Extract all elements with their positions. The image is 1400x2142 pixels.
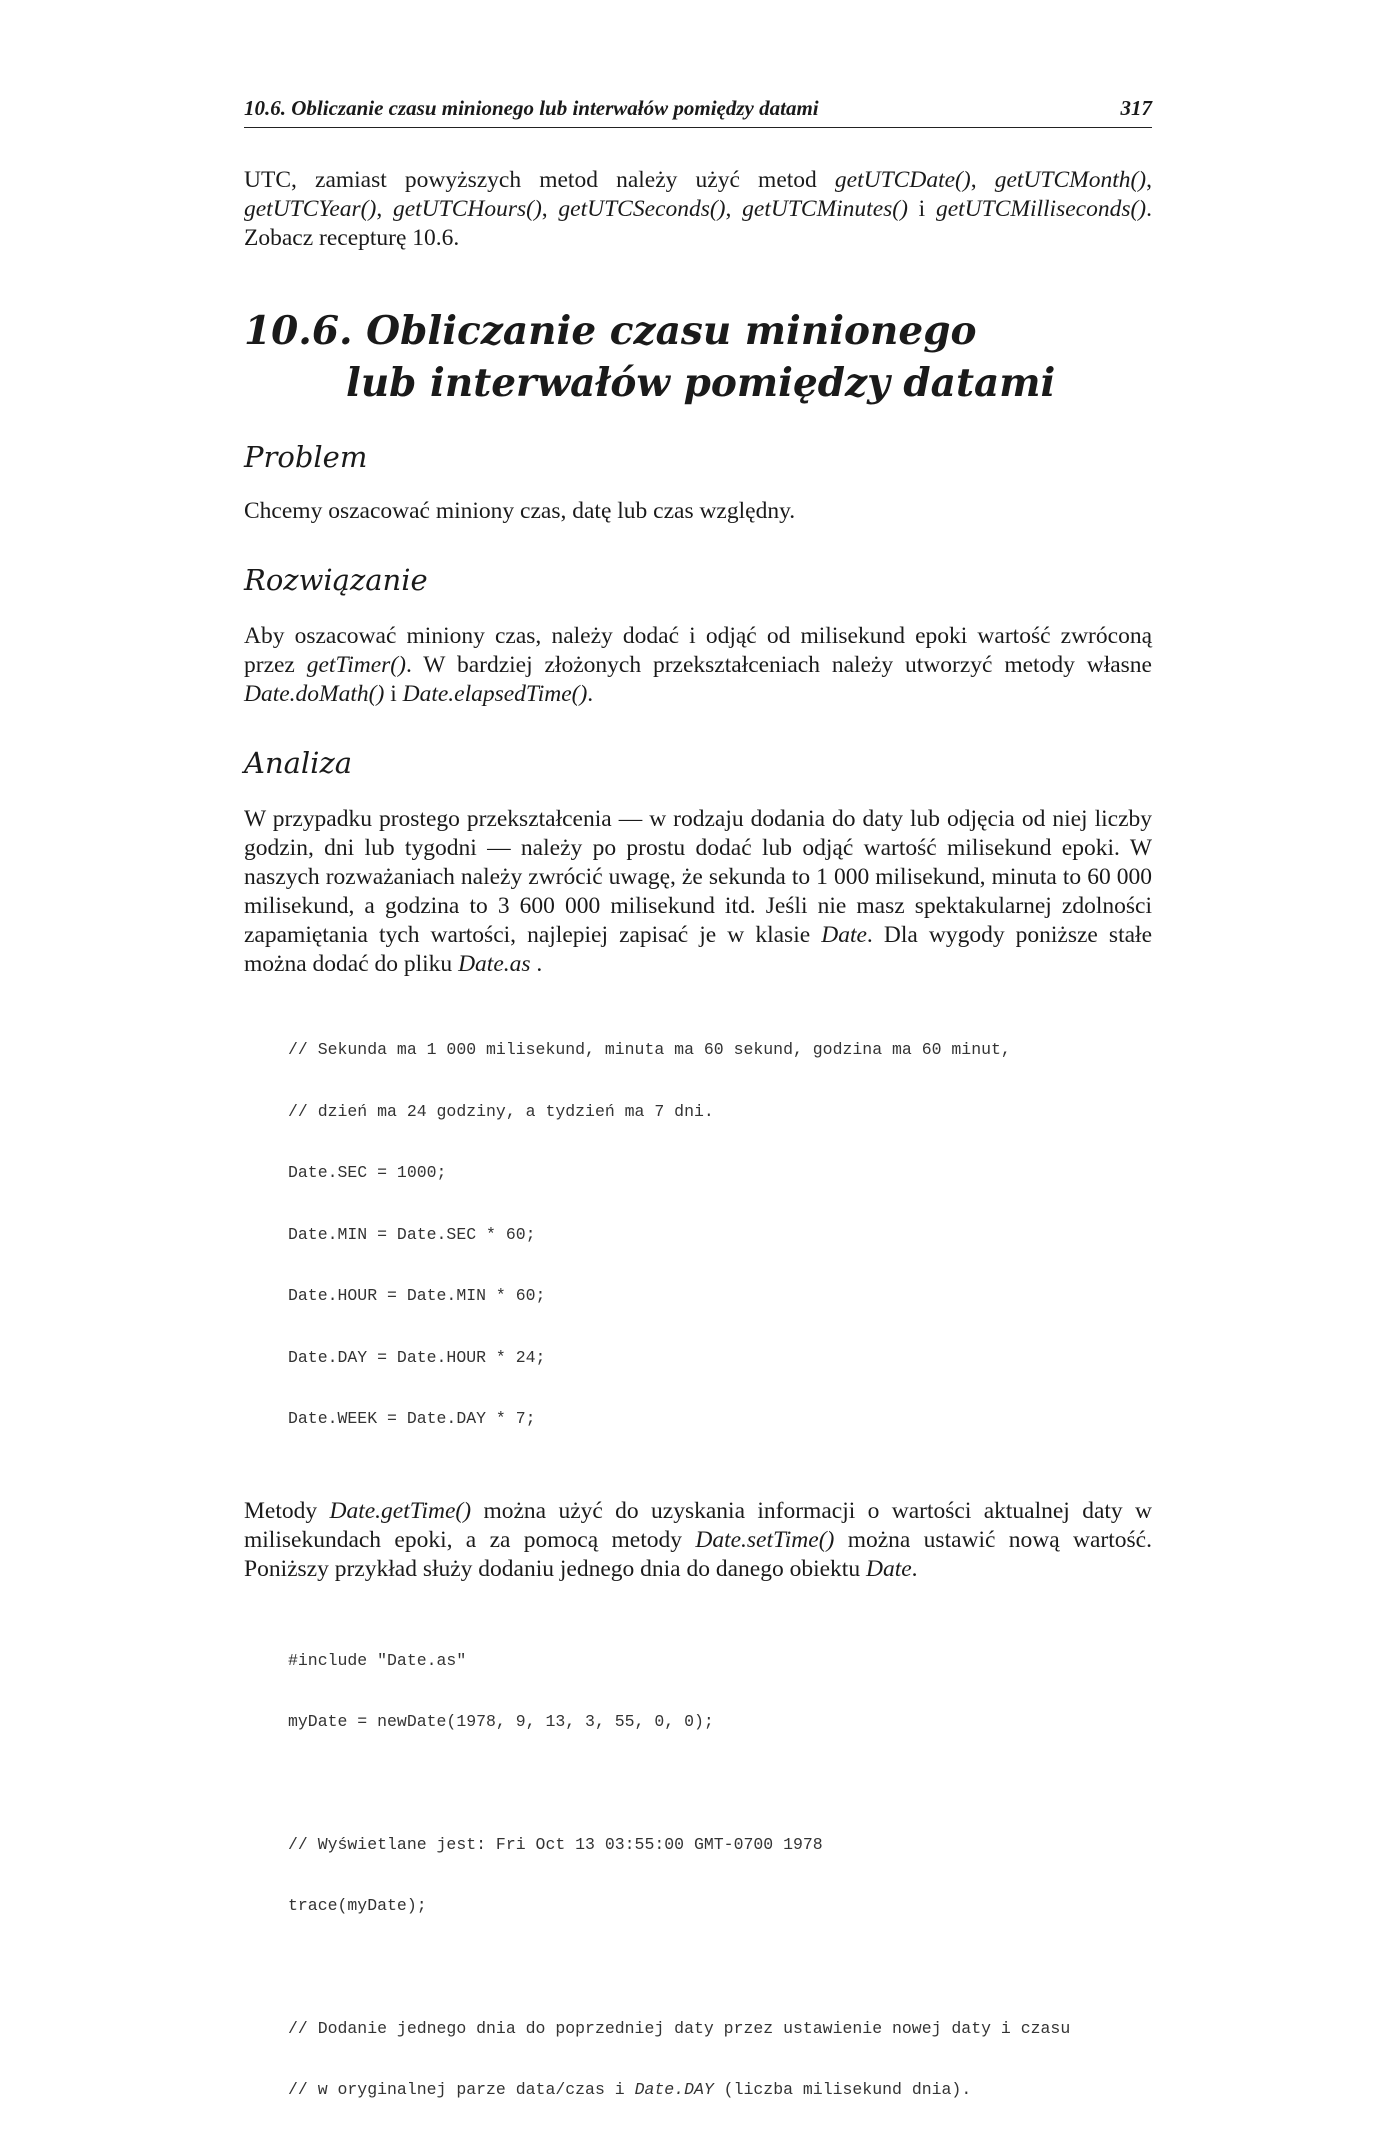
- method-name: getUTCMilliseconds(): [935, 196, 1147, 222]
- method-name: Date.getTime(): [329, 1497, 472, 1524]
- code-line: #include "Date.as": [288, 1650, 467, 1670]
- code-blank-line: [288, 1958, 1152, 1978]
- chapter-title: [244, 305, 1152, 409]
- class-name: Date: [821, 922, 867, 948]
- method-name: getUTCHours(): [392, 196, 542, 222]
- method-name: getUTCYear(): [244, 196, 377, 222]
- metody-paragraph: Metody Date.getTime() można użyć do uzyskania informacji o wartości aktualnej daty w milisekundach epoki, a za pomocą metody Date.setTime() można ustawić nową wartość. Poniższy przykład służy dodaniu jednego dnia do danego obiektu Date.: [244, 1497, 1152, 1582]
- chapter-title-line2: lub interwałów pomiędzy datami: [346, 360, 1056, 406]
- rozwiazanie-paragraph: Aby oszacować miniony czas, należy dodać i odjąć od milisekund epoki wartość zwróconą przez getTimer(). W bardziej złożonych przekształceniach należy utworzyć metody własne Date.doMath() i Date.elapsedTime().: [244, 623, 1152, 707]
- code-line: // Sekunda ma 1 000 milisekund, minuta ma 60 sekund, godzina ma 60 minut,: [288, 1040, 1011, 1059]
- running-head: [244, 96, 1152, 128]
- code-line: Date.SEC = 1000;: [288, 1163, 447, 1182]
- chapter-title-line1: 10.6. Obliczanie czasu minionego: [244, 308, 977, 354]
- file-name: Date.as: [458, 951, 531, 977]
- method-name: getTimer(): [306, 652, 406, 678]
- section-heading-analiza: Analiza: [244, 746, 353, 780]
- code-listing-example: [244, 1610, 1152, 2142]
- code-line: Date.MIN = Date.SEC * 60;: [288, 1224, 536, 1244]
- analiza-paragraph: W przypadku prostego przekształcenia — w rodzaju dodania do daty lub odjęcia od niej liczby godzin, dni lub tygodni — należy po prostu dodać lub odjąć wartość milisekund epoki. W naszych rozważaniach należy zwrócić uwagę, że sekunda to 1 000 milisekund, minuta to 60 000 milisekund, a godzina to 3 600 000 milisekund itd. Jeśli nie masz spektakularnej zdolności zapamiętania tych wartości, najlepiej zapisać je w klasie Date. Dla wygody poniższe stałe można dodać do pliku Date.as .: [244, 806, 1152, 977]
- book-page: [244, 96, 1152, 2142]
- method-name: Date.setTime(): [695, 1526, 835, 1553]
- code-line: trace(myDate);: [288, 1896, 427, 1915]
- code-blank-line: [288, 1774, 1152, 1794]
- method-name: getUTCDate(): [834, 167, 971, 193]
- intro-paragraph: UTC, zamiast powyższych metod należy użyć metod getUTCDate(), getUTCMonth(), getUTCYear(), getUTCHours(), getUTCSeconds(), getUTCMinutes() i getUTCMilliseconds(). Zobacz recepturę 10.6.: [244, 167, 1153, 251]
- constant-name: Date.DAY: [634, 2080, 714, 2099]
- code-line: Date.DAY = Date.HOUR * 24;: [288, 1347, 546, 1367]
- method-name: Date.doMath(): [244, 681, 385, 707]
- running-head-title: 10.6. Obliczanie czasu minionego lub interwałów pomiędzy datami: [244, 96, 819, 120]
- code-line: Date.WEEK = Date.DAY * 7;: [288, 1409, 536, 1428]
- code-line: Date.HOUR = Date.MIN * 60;: [288, 1286, 546, 1305]
- code-listing-constants: [244, 999, 1152, 1471]
- code-line: myDate = newDate(1978, 9, 13, 3, 55, 0, 0);: [288, 1712, 714, 1731]
- method-name: getUTCSeconds(): [558, 196, 726, 222]
- class-name: Date: [865, 1555, 912, 1582]
- code-line: // w oryginalnej parze data/czas i Date.DAY (liczba milisekund dnia).: [288, 2080, 972, 2099]
- code-line: // dzień ma 24 godziny, a tydzień ma 7 dni.: [288, 1101, 714, 1121]
- section-heading-rozwiazanie: Rozwiązanie: [244, 563, 428, 597]
- method-name: Date.elapsedTime(): [402, 681, 588, 707]
- problem-paragraph: Chcemy oszacować miniony czas, datę lub czas względny.: [244, 498, 796, 524]
- section-heading-problem: Problem: [244, 440, 368, 474]
- code-line: // Wyświetlane jest: Fri Oct 13 03:55:00 GMT-0700 1978: [288, 1834, 823, 1854]
- page-number: 317: [1120, 96, 1152, 120]
- code-line: // Dodanie jednego dnia do poprzedniej daty przez ustawienie nowej daty i czasu: [288, 2018, 1071, 2038]
- method-name: getUTCMonth(): [994, 167, 1147, 193]
- method-name: getUTCMinutes(): [742, 196, 908, 222]
